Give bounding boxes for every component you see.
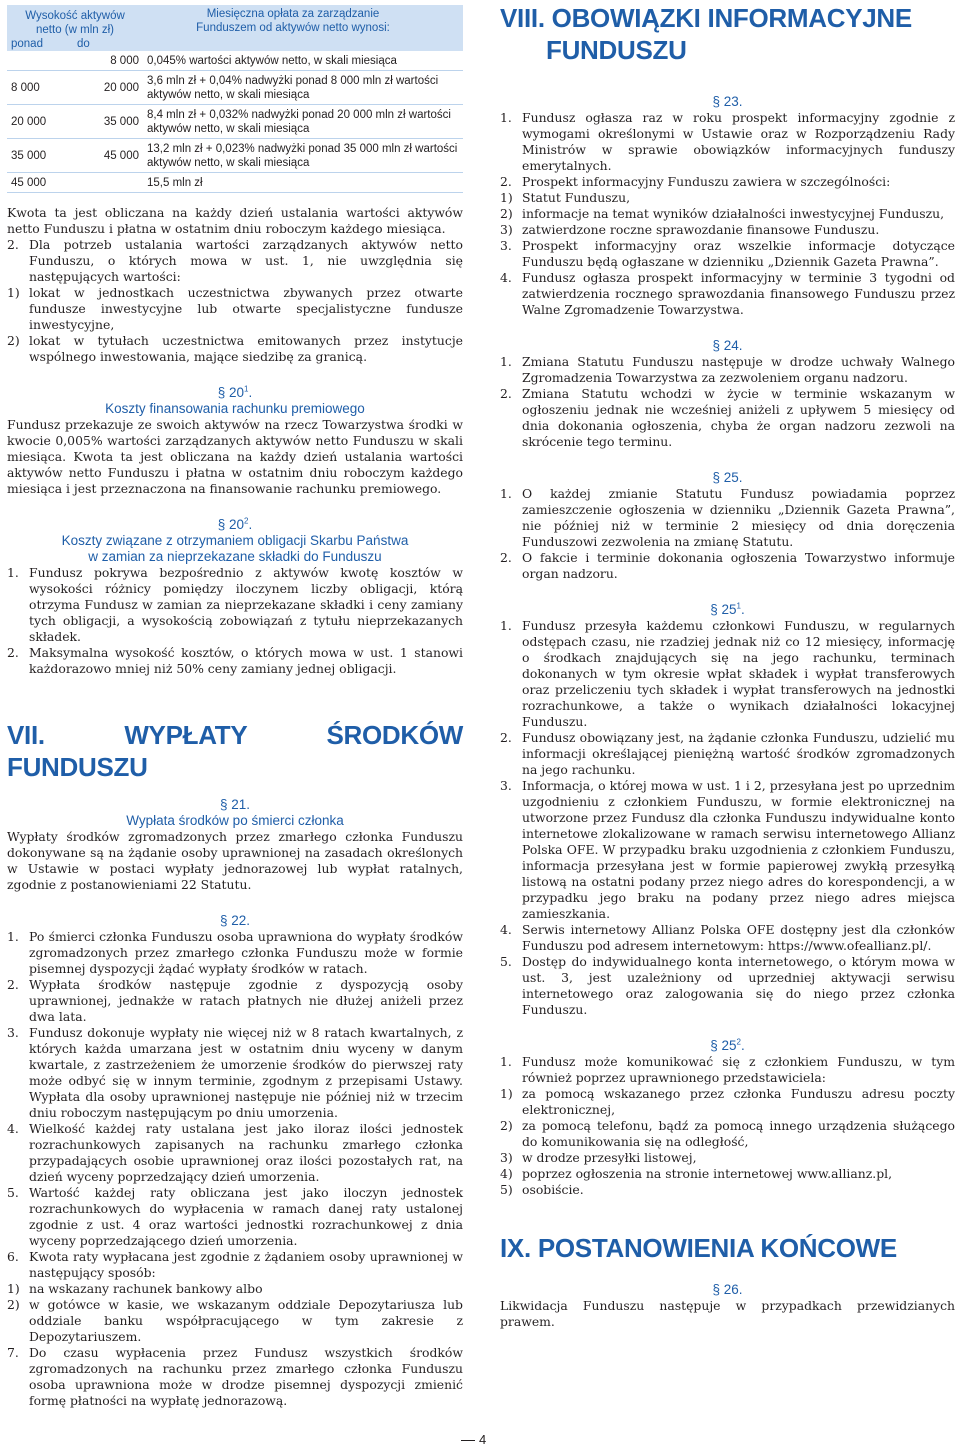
cell-from (7, 51, 73, 71)
list-item: 6. Kwota raty wypłacana jest zgodnie z żądaniem osoby uprawnionej w następujący sposób: (7, 1249, 463, 1280)
list-item: 4) poprzez ogłoszenia na stronie internetowej www.allianz.pl, (500, 1166, 893, 1181)
table-row (7, 71, 463, 105)
list-item: 1. O każdej zmianie Statutu Fundusz powiadamia poprzez zamieszczenie ogłoszenia w dzienniku „Dziennik Gazeta Prawna”, nie później niż w terminie 2 miesięcy od dnia doręczenia Funduszowi zezwolenia na zmianę Statutu. (500, 486, 955, 549)
header-from: ponad (7, 37, 73, 51)
list-item: 2. Wypłata środków następuje zgodnie z dyspozycją osoby uprawnionej, jednakże w ratach płatnych nie dłużej aniżeli przez dwa lata. (7, 977, 463, 1024)
fee-table-subheader (7, 37, 463, 51)
header-fee: Miesięczna opłata za zarządzanie Funduszem od aktywów netto wynosi: (143, 5, 463, 37)
paragraph-number: § 23. (712, 94, 743, 109)
fee-table-header (7, 5, 463, 37)
cell-to: 8 000 (73, 51, 143, 71)
list-item: 4. Serwis internetowy Allianz Polska OFE dostępny jest dla członków Funduszu pod adresem internetowym: https://www.ofeallianz.pl/. (500, 922, 955, 953)
list-item: 5. Wartość każdej raty obliczana jest jako iloczyn jednostek rozrachunkowych do wypłacenia w ramach danej raty ustalonej zgodnie z ust. 4 oraz wartości jednostki rozrachunkowej z dnia wyceny poprzedzającego dzień umorzenia. (7, 1185, 463, 1248)
paragraph-number: § 25. (712, 470, 743, 485)
header-to: do (73, 37, 143, 51)
list-item: 2) lokat w tytułach uczestnictwa emitowanych przez instytucje wspólnego inwestowania, mające siedzibę za granicą. (7, 333, 463, 364)
list-item: 1. Fundusz ogłasza raz w roku prospekt informacyjny zgodnie z wymogami określonymi w Ustawie oraz w Rozporządzeniu Rady Ministrów w sprawie obowiązków informacyjnych funduszy emerytalnych. (500, 110, 955, 173)
section-title-vii: VII. WYPŁATY ŚRODKÓW FUNDUSZU (7, 720, 463, 782)
list-item: 1) Statut Funduszu, (500, 190, 631, 205)
list-item: 2. Prospekt informacyjny Funduszu zawiera w szczególności: (500, 174, 891, 189)
section-title-ix: IX. POSTANOWIENIA KOŃCOWE (500, 1233, 897, 1263)
list-item: 1. Po śmierci członka Funduszu osoba uprawniona do wypłaty środków zgromadzonych przez zmarłego członka Funduszu może w formie pisemnej dyspozycji żądać wypłaty środków w ratach. (7, 929, 463, 976)
list-item: 2. Dla potrzeb ustalania wartości zarządzanych aktywów netto Funduszu, o których mowa w ust. 1, nie uwzględnia się następujących wartości: (7, 237, 463, 284)
list-item: 1) za pomocą wskazanego przez członka Funduszu adresu poczty elektronicznej, (500, 1086, 955, 1117)
cell-fee: 3,6 mln zł + 0,04% nadwyżki ponad 8 000 mln zł wartości aktywów netto, w skali miesiąca (143, 71, 463, 105)
cell-from: 45 000 (7, 173, 73, 193)
paragraph-text: Likwidacja Funduszu następuje w przypadkach przewidzianych prawem. (500, 1298, 955, 1329)
paragraph-text: Fundusz przekazuje ze swoich aktywów na rzecz Towarzystwa środki w kwocie 0,005% wartości zarządzanych aktywów netto Funduszu w skali miesiąca. Kwota ta jest obliczana na każdy dzień ustalania wartości aktywów netto Funduszu i płatna w ostatnim dniu roboczym każdego miesiąca i jest przeznaczona na finansowanie rachunku premiowego. (7, 417, 463, 496)
list-item: 2. Zmiana Statutu wchodzi w życie w terminie wskazanym w ogłoszeniu jednak nie wcześniej aniżeli z upływem 5 miesięcy od dnia dokonania ogłoszenia, chyba że organ nadzoru zezwoli na skrócenie tego terminu. (500, 386, 955, 449)
list-item: 1. Fundusz może komunikować się z członkiem Funduszu, w tym również poprzez uprawnionego przedstawiciela: (500, 1054, 955, 1085)
list-item: 3) w drodze przesyłki listowej, (500, 1150, 697, 1165)
cell-to: 20 000 (73, 71, 143, 105)
list-item: 2) za pomocą telefonu, bądź za pomocą innego urządzenia służącego do komunikowania się na odległość, (500, 1118, 955, 1149)
cell-fee: 0,045% wartości aktywów netto, w skali miesiąca (143, 51, 463, 71)
cell-fee: 8,4 mln zł + 0,032% nadwyżki ponad 20 000 mln zł wartości aktywów netto, w skali miesiąca (143, 105, 463, 139)
list-item: 1) na wskazany rachunek bankowy albo (7, 1281, 263, 1296)
paragraph-number: § 21. (219, 797, 251, 812)
paragraph-number: § 26. (712, 1282, 743, 1297)
cell-fee: 13,2 mln zł + 0,023% nadwyżki ponad 35 000 mln zł wartości aktywów netto, w skali miesiąca (143, 139, 463, 173)
cell-fee: 15,5 mln zł (143, 173, 463, 193)
cell-to (73, 173, 143, 193)
paragraph-number: § $20^2$. (217, 516, 253, 532)
paragraph-text: Wypłaty środków zgromadzonych przez zmarłego członka Funduszu dokonywane są na żądanie osoby uprawnionej na zasadach określonych w Ustawie w postaci wypłaty jednorazowej lub wypłat ratalnych, zgodnie z postanowieniami 22 Statutu. (7, 829, 463, 892)
cell-from: 8 000 (7, 71, 73, 105)
table-row (7, 51, 463, 71)
list-item: 1. Zmiana Statutu Funduszu następuje w drodze uchwały Walnego Zgromadzenia Towarzystwa za zezwoleniem organu nadzoru. (500, 354, 955, 385)
header-asset-value: Wysokość aktywów netto (w mln zł) (7, 5, 143, 37)
right-column (500, 0, 955, 1330)
paragraph-number: § 22. (219, 913, 251, 928)
list-item: 5. Dostęp do indywidualnego konta internetowego, o którym mowa w ust. 3, jest uzależniony od uprzedniej aktywacji serwisu internetowego oraz zalogowania się do niego przez członka Funduszu. (500, 954, 955, 1017)
fee-note: Kwota ta jest obliczana na każdy dzień ustalania wartości aktywów netto Funduszu i płatna w ostatnim dniu roboczym każdego miesiąca. (7, 205, 463, 236)
list-item: 1) lokat w jednostkach uczestnictwa zbywanych przez otwarte fundusze inwestycyjne lub otwarte specjalistyczne fundusze inwestycyjne, (7, 285, 463, 332)
section-title-viii-cont: FUNDUSZU (546, 35, 687, 65)
table-row (7, 173, 463, 193)
dash-icon (461, 1440, 475, 1441)
fee-table (7, 5, 463, 193)
list-item: 2. O fakcie i terminie dokonania ogłoszenia Towarzystwo informuje organ nadzoru. (500, 550, 955, 581)
list-item: 4. Wielkość każdej raty ustalana jest jako iloraz ilości jednostek rozrachunkowych zapisanych na rachunku zmarłego członka przypadających osobie uprawnionej oraz ilości pozostałych rat, na dzień wyceny poprzedzający dzień umorzenia. (7, 1121, 463, 1184)
cell-from: 35 000 (7, 139, 73, 173)
list-item: 5) osobiście. (500, 1182, 584, 1197)
list-item: 2) informacje na temat wyników działalności inwestycyjnej Funduszu, (500, 206, 945, 221)
paragraph-number: § $25^2$. (710, 1037, 745, 1053)
paragraph-title: w zamian za nieprzekazane składki do Funduszu (88, 549, 382, 564)
list-item: 3. Informacja, o której mowa w ust. 1 i 2, przesyłana jest po uprzednim uzgodnieniu z członkiem Funduszu, w formie elektronicznej na utworzone przez Fundusz dla członka Funduszu indywidualne konto internetowe zlokalizowane w ramach serwisu internetowego Allianz Polska OFE. W przypadku braku uzgodnienia z członkiem Funduszu, informacja przesyłana jest w formie papierowej zwykłą przesyłką listową na ostatni podany przez niego adres do korespondencji, a w przypadku jego braku na podany przez niego adres miejsca zamieszkania. (500, 778, 955, 921)
paragraph-title: Koszty finansowania rachunku premiowego (105, 401, 365, 416)
list-item: 1. Fundusz pokrywa bezpośrednio z aktywów kwotę kosztów w wysokości różnicy pomiędzy iloczynem liczby obligacji, którą otrzyma Fundusz w zamian za nieprzekazane składki i ceny zamiany tych obligacji, a wysokością zobowiązań z tytułu nieprzekazanych składek. (7, 565, 463, 644)
paragraph-number: § 24. (712, 338, 743, 353)
list-item: 7. Do czasu wypłacenia przez Fundusz wszystkich środków zgromadzonych na rachunku przez zmarłego członka Funduszu osoba uprawniona może w drodze pisemnej dyspozycji zmienić formę płatności na wypłatę jednorazową. (7, 1345, 463, 1408)
table-row (7, 105, 463, 139)
left-column (7, 0, 463, 1409)
cell-to: 35 000 (73, 105, 143, 139)
list-item: 3) zatwierdzone roczne sprawozdanie finansowe Funduszu. (500, 222, 880, 237)
paragraph-number: § $20^1$. (217, 384, 253, 400)
list-item: 3. Fundusz dokonuje wypłaty nie więcej niż w 8 ratach kwartalnych, z których każda umarzana jest w ostatnim dniu wyceny w danym kwartale, z zastrzeżeniem że umorzenie środków do pierwszej raty może odbyć się w innym terminie, zgodnym z przepisami Ustawy. Wypłata dla osoby uprawnionej następuje nie później niż w trzecim dniu roboczym następującym po dniu umorzenia. (7, 1025, 463, 1120)
table-row (7, 139, 463, 173)
paragraph-number: § $25^1$. (710, 601, 745, 617)
cell-to: 45 000 (73, 139, 143, 173)
list-item: 4. Fundusz ogłasza prospekt informacyjny w terminie 3 tygodni od zatwierdzenia rocznego sprawozdania finansowego Funduszu przez Walne Zgromadzenie Towarzystwa. (500, 270, 955, 317)
list-item: 1. Fundusz przesyła każdemu członkowi Funduszu, w regularnych odstępach czasu, nie rzadziej jednak niż co 12 miesięcy, informację o środkach znajdujących się na jego rachunku, terminach dokonanych w tym okresie wpłat składek i wypłat transferowych oraz przeliczeniu tych składek i wypłat transferowych na jednostki rozrachunkowe, a także o wynikach działalności lokacyjnej Funduszu. (500, 618, 955, 729)
cell-from: 20 000 (7, 105, 73, 139)
section-title-viii: VIII. OBOWIĄZKI INFORMACYJNE (500, 3, 912, 33)
list-item: 2) w gotówce w kasie, we wskazanym oddziale Depozytariusza lub oddziale banku współpracującego w tym zakresie z Depozytariuszem. (7, 1297, 463, 1344)
list-item: 2. Fundusz obowiązany jest, na żądanie członka Funduszu, udzielić mu informacji określającej pieniężną wartość środków zgromadzonych na jego rachunku. (500, 730, 955, 777)
list-item: 2. Maksymalna wysokość kosztów, o których mowa w ust. 1 stanowi każdorazowo mniej niż 50% ceny zamiany jednej obligacji. (7, 645, 463, 676)
paragraph-title: Wypłata środków po śmierci członka (126, 813, 344, 828)
page-number: 4 (461, 1432, 486, 1447)
paragraph-title: Koszty związane z otrzymaniem obligacji Skarbu Państwa (61, 533, 409, 548)
list-item: 3. Prospekt informacyjny oraz wszelkie informacje dotyczące Funduszu będą ogłaszane w dzienniku „Dziennik Gazeta Prawna”. (500, 238, 955, 269)
